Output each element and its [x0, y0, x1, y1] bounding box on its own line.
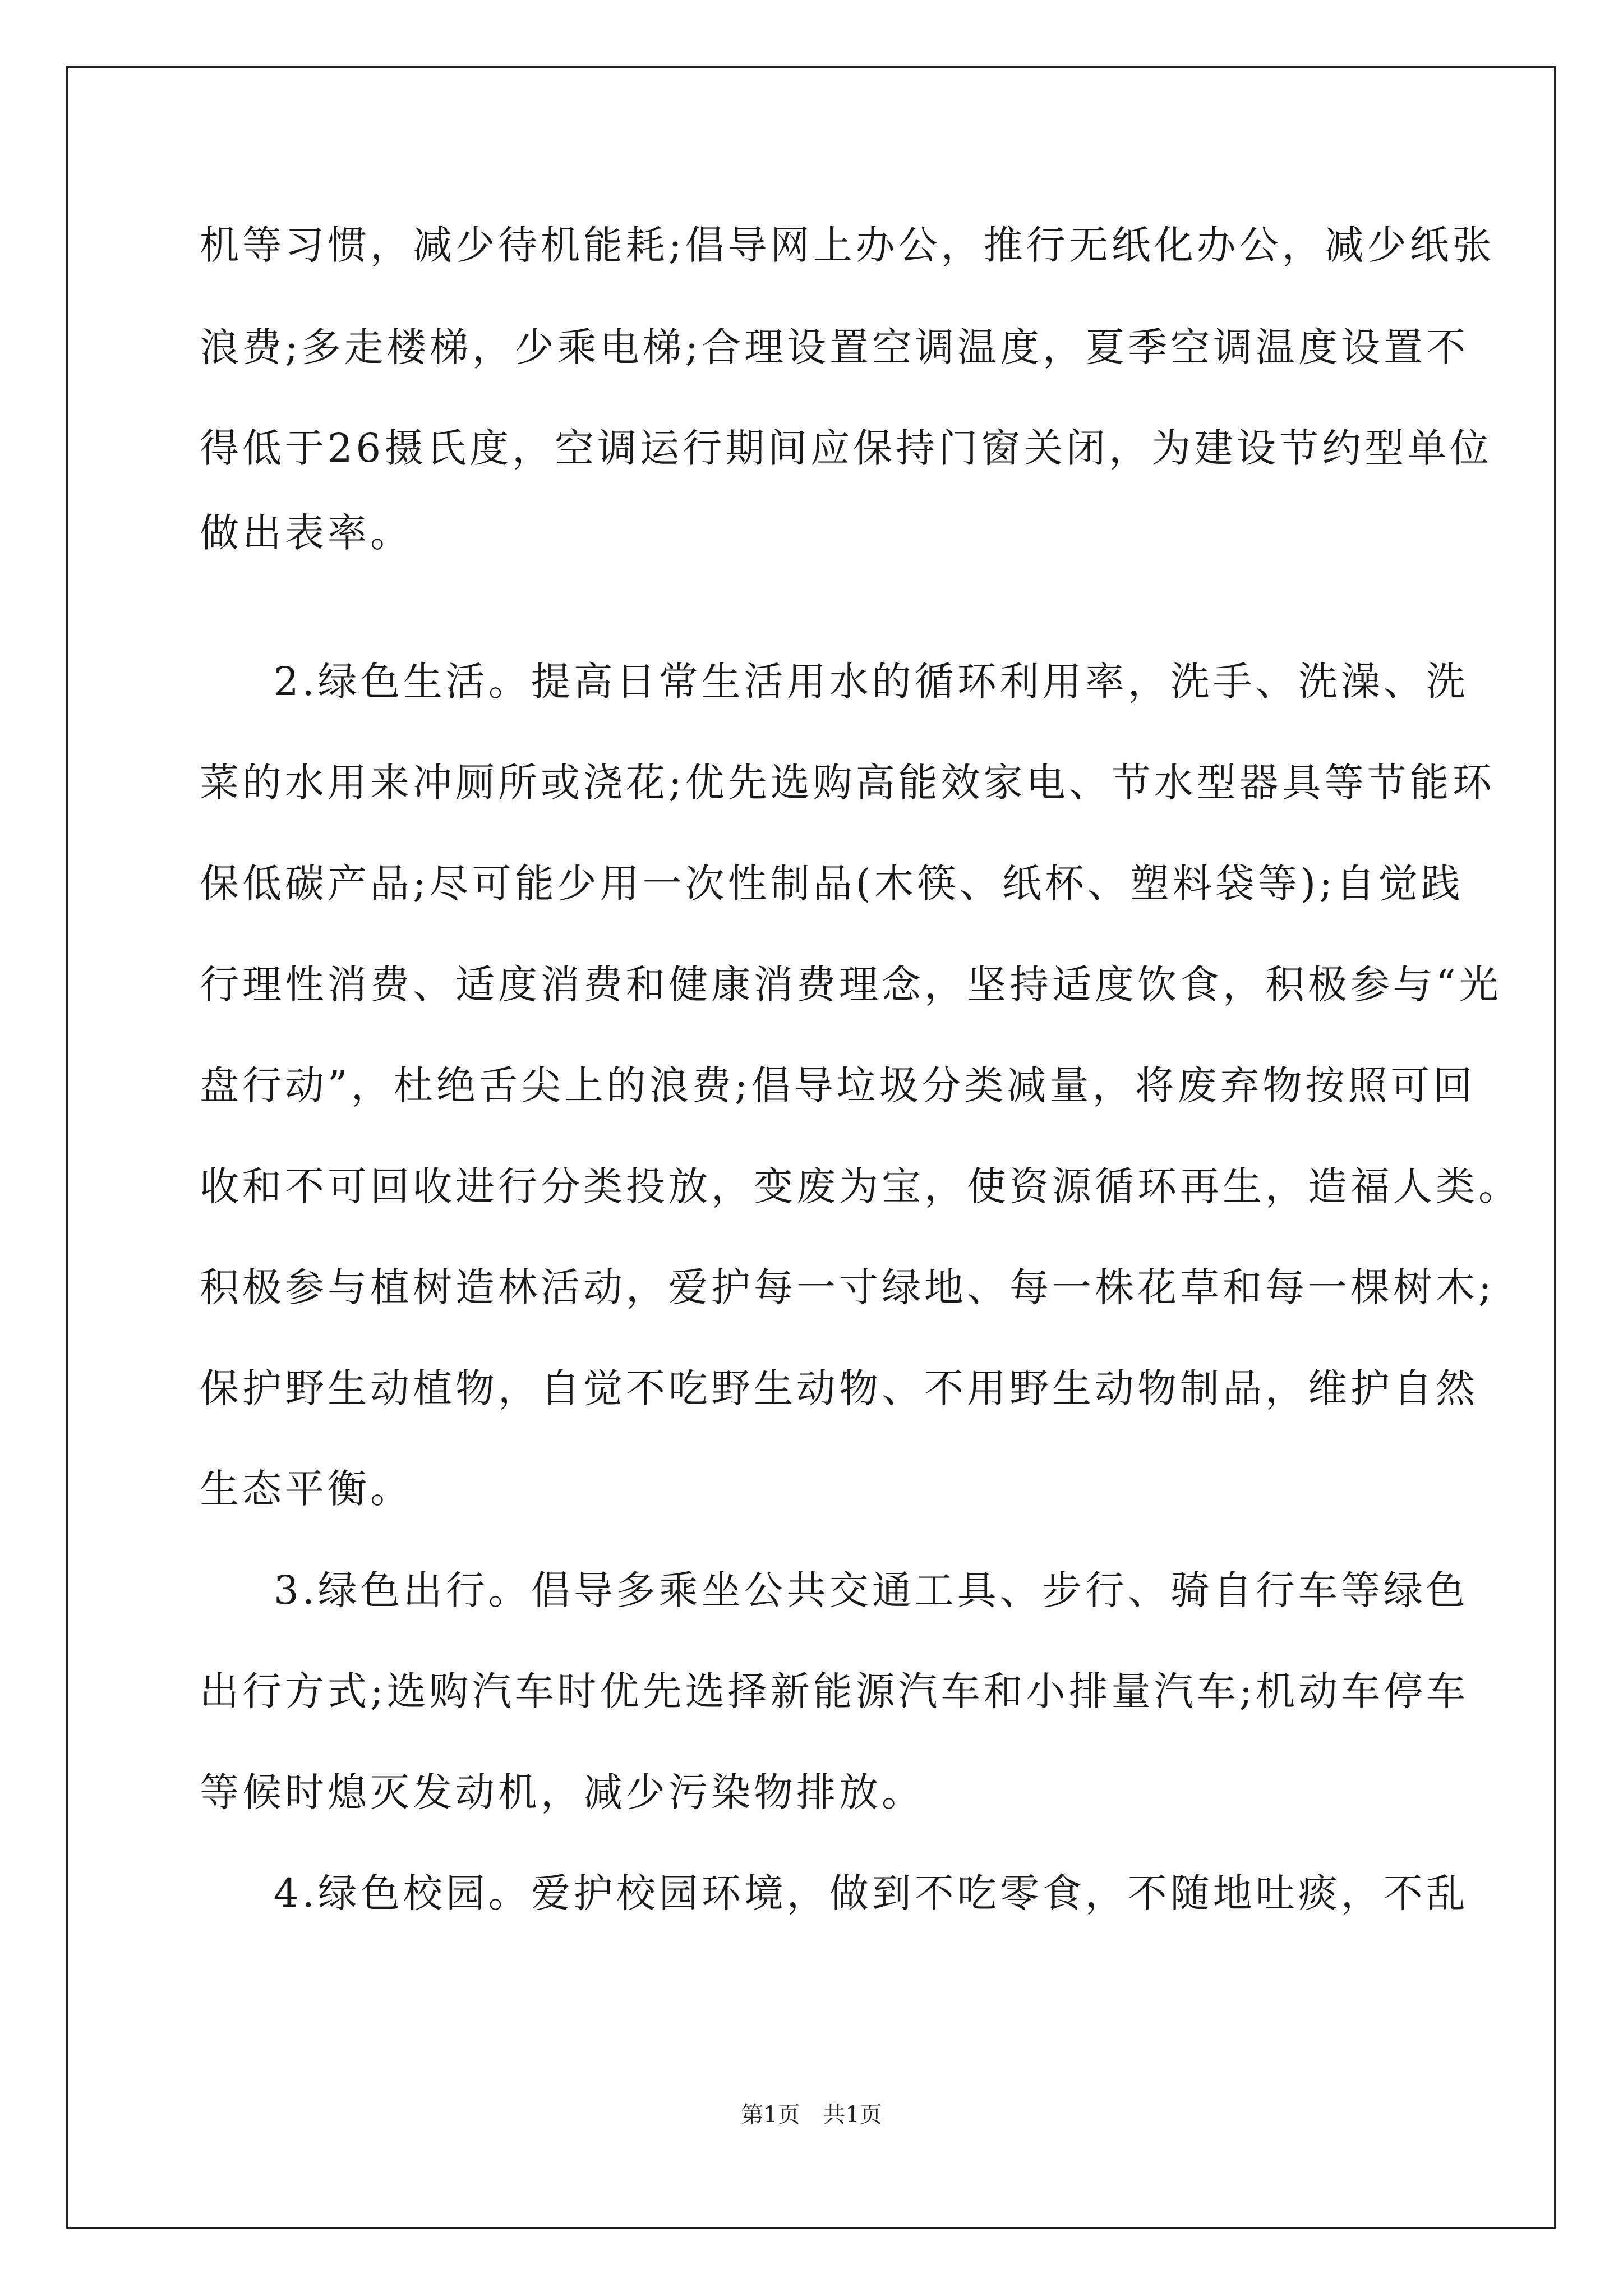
text-line: 盘行动”，杜绝舌尖上的浪费;倡导垃圾分类减量，将废弃物按照可回 [200, 1062, 1476, 1108]
text-line: 保低碳产品;尽可能少用一次性制品(木筷、纸杯、塑料袋等);自觉践 [200, 861, 1464, 907]
text-line: 出行方式;选购汽车时优先选择新能源汽车和小排量汽车;机动车停车 [200, 1668, 1469, 1714]
text-line: 浪费;多走楼梯，少乘电梯;合理设置空调温度，夏季空调温度设置不 [200, 324, 1469, 370]
page-total: 共1页 [823, 2102, 882, 2128]
paragraph-start-line: 2.绿色生活。提高日常生活用水的循环利用率，洗手、洗澡、洗 [274, 659, 1469, 705]
text-line: 生态平衡。 [200, 1466, 413, 1512]
page-footer [0, 2101, 1623, 2129]
page-number: 第1页 [741, 2102, 800, 2128]
text-line: 机等习惯，减少待机能耗;倡导网上办公，推行无纸化办公，减少纸张 [200, 222, 1495, 268]
text-line: 得低于26摄氏度，空调运行期间应保持门窗关闭，为建设节约型单位 [200, 425, 1493, 471]
text-line: 菜的水用来冲厕所或浇花;优先选购高能效家电、节水型器具等节能环 [200, 760, 1495, 806]
paragraph-start-line: 4.绿色校园。爱护校园环境，做到不吃零食，不随地吐痰，不乱 [274, 1870, 1469, 1916]
text-line: 行理性消费、适度消费和健康消费理念，坚持适度饮食，积极参与“光 [200, 961, 1502, 1007]
paragraph-start-line: 3.绿色出行。倡导多乘坐公共交通工具、步行、骑自行车等绿色 [274, 1567, 1469, 1613]
text-line: 等候时熄灭发动机，减少污染物排放。 [200, 1769, 924, 1815]
text-line: 收和不可回收进行分类投放，变废为宝，使资源循环再生，造福人类。 [200, 1163, 1521, 1209]
text-line: 做出表率。 [200, 510, 413, 556]
text-line: 保护野生动植物，自觉不吃野生动物、不用野生动物制品，维护自然 [200, 1365, 1478, 1411]
text-line: 积极参与植树造林活动，爱护每一寸绿地、每一株花草和每一棵树木; [200, 1264, 1495, 1310]
